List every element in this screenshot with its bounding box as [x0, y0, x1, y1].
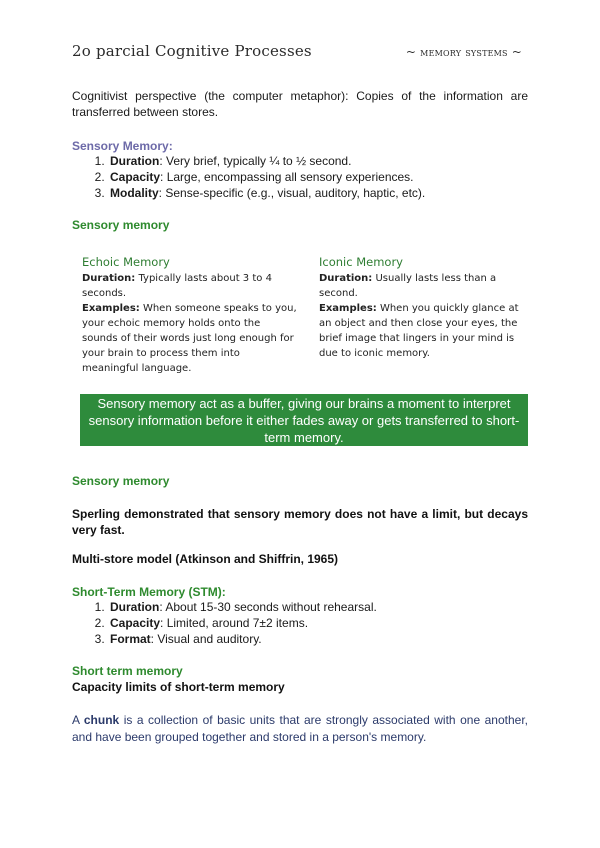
echoic-examples: Examples: When someone speaks to you, your echoic memory holds onto the sounds of their words just long enough for your brain to process them into meaningful language.: [82, 303, 297, 374]
iconic-title: Iconic Memory: [319, 255, 403, 269]
echoic-duration: Duration: Typically lasts about 3 to 4 seconds.: [82, 273, 272, 299]
highlight-banner: Sensory memory act as a buffer, giving our brains a moment to interpret sensory information before it either fades away or gets transferred to short-term memory.: [80, 394, 528, 446]
list-item: 1. Duration: About 15-30 seconds without rehearsal.: [108, 599, 564, 615]
echoic-title: Echoic Memory: [82, 255, 170, 269]
list-item: 2. Capacity: Limited, around 7±2 items.: [108, 615, 564, 631]
list-item: 2. Capacity: Large, encompassing all sensory experiences.: [108, 169, 564, 185]
echoic-memory-column: [82, 255, 297, 376]
list-item: 3. Format: Visual and auditory.: [108, 631, 564, 647]
sperling-statement: Sperling demonstrated that sensory memory does not have a limit, but decays very fast.: [72, 507, 528, 537]
list-item: 3. Modality: Sense-specific (e.g., visual, auditory, haptic, etc).: [108, 185, 564, 201]
capacity-heading: Capacity limits of short-term memory: [72, 680, 285, 694]
stm-heading: Short-Term Memory (STM):: [72, 585, 226, 599]
sensory-memory-list: [72, 153, 564, 201]
multistore-heading: Multi-store model (Atkinson and Shiffrin, 1965): [72, 552, 339, 566]
iconic-examples: Examples: When you quickly glance at an object and then close your eyes, the brief image that lingers in your mind is due to iconic memory.: [319, 303, 519, 359]
section-title: Sensory memory: [72, 474, 170, 488]
sensory-memory-heading: Sensory Memory:: [72, 139, 173, 153]
header-title: 2o parcial Cognitive Processes: [72, 42, 312, 60]
stm-section-title: Short term memory: [72, 664, 183, 678]
stm-list: [72, 599, 564, 647]
iconic-duration: Duration: Usually lasts less than a second.: [319, 273, 497, 299]
header-topic: ~ memory systems ~: [405, 45, 522, 59]
section-title: Sensory memory: [72, 218, 170, 232]
chunk-definition: A chunk is a collection of basic units that are strongly associated with one another, and have been grouped together and stored in a person's memory.: [72, 713, 528, 744]
intro-paragraph: Cognitivist perspective (the computer metaphor): Copies of the information are transferred between stores.: [72, 89, 528, 119]
iconic-memory-column: [319, 255, 519, 361]
list-item: 1. Duration: Very brief, typically ¼ to ½ second.: [108, 153, 564, 169]
